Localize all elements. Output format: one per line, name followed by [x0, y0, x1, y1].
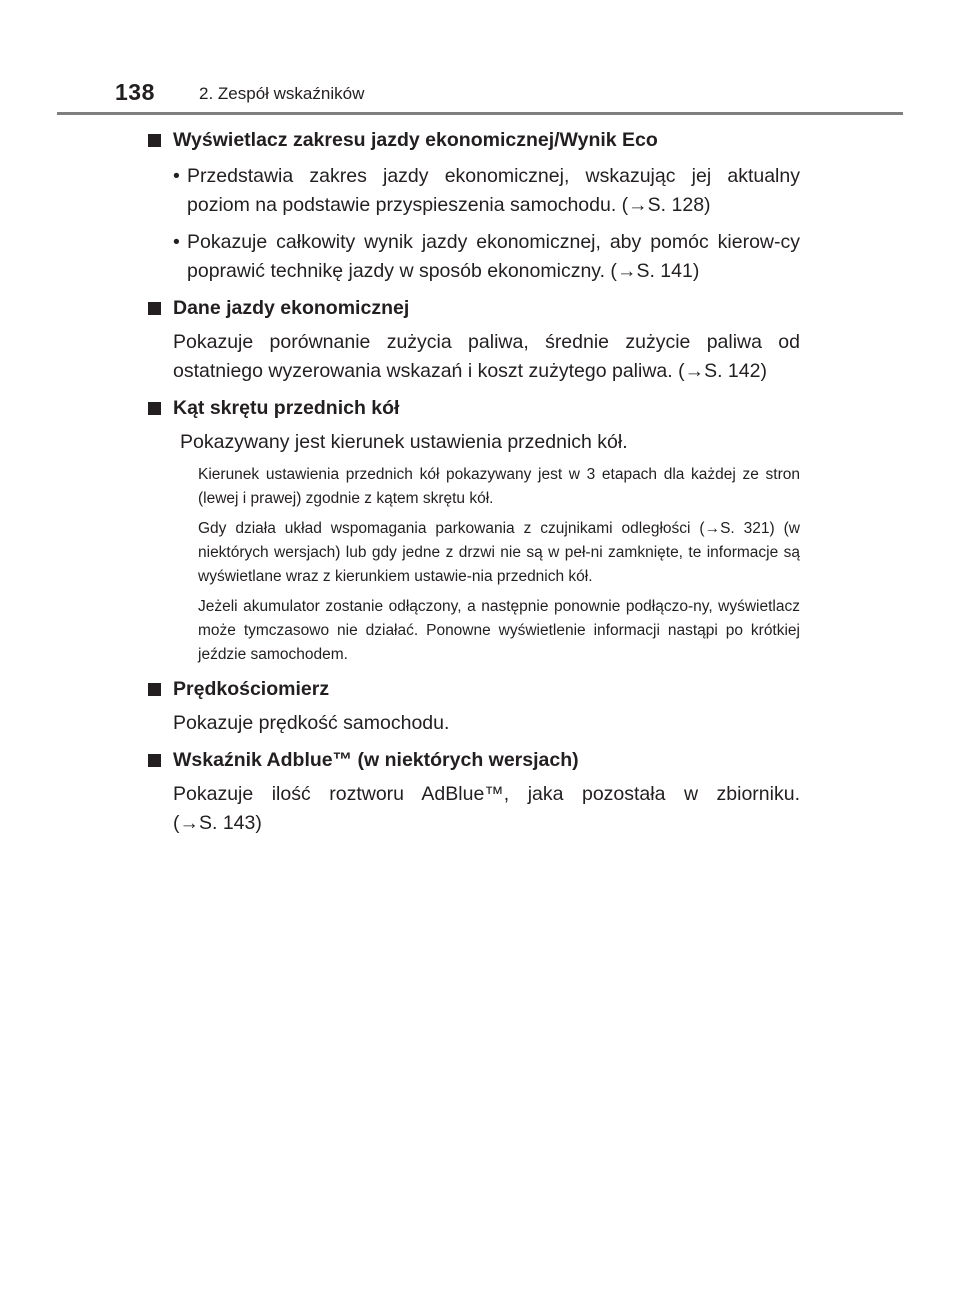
section-heading-speedometer — [148, 675, 800, 703]
note-paragraph: Kierunek ustawienia przednich kół pokazywany jest w 3 etapach dla każdej ze stron (lewej i prawej) zgodnie z kątem skrętu kół. — [198, 466, 800, 507]
arrow-icon: → — [684, 360, 705, 382]
square-bullet-icon — [148, 402, 161, 415]
bullet-item — [148, 162, 800, 220]
page-number: 138 — [115, 79, 155, 105]
note-paragraph — [148, 517, 800, 589]
page-reference-link[interactable]: S. 143) — [199, 812, 262, 834]
note-text: Gdy działa układ wspomagania parkowania z czujnikami odległości ( — [198, 520, 705, 537]
bullet-text: Pokazuje całkowity wynik jazdy ekonomicznej, aby pomóc kierow-cy poprawić technikę jazdy w sposób ekonomiczny. ( — [187, 231, 800, 282]
section-heading-adblue — [148, 746, 800, 774]
paragraph-text: Pokazuje porównanie zużycia paliwa, średnie zużycie paliwa od ostatniego wyzerowania wskazań i koszt zużytego paliwa. ( — [173, 331, 800, 382]
header-divider — [57, 112, 903, 115]
body-paragraph: Pokazuje prędkość samochodu. — [173, 712, 450, 734]
bullet-text: Przedstawia zakres jazdy ekonomicznej, wskazując jej aktualny poziom na podstawie przyspieszenia samochodu. ( — [187, 165, 800, 216]
section-heading-eco-data — [148, 294, 800, 322]
heading-text: Dane jazdy ekonomicznej — [173, 297, 410, 319]
page-header — [0, 0, 960, 116]
bullet-item — [148, 228, 800, 286]
note-paragraph: Jeżeli akumulator zostanie odłączony, a następnie ponownie podłączo-ny, wyświetlacz może tymczasowo nie działać. Ponowne wyświetlenie informacji nastąpi po krótkiej jeździe samochodem. — [198, 598, 800, 663]
square-bullet-icon — [148, 302, 161, 315]
page-reference-link[interactable]: S. 141) — [636, 260, 700, 282]
square-bullet-icon — [148, 683, 161, 696]
page-content — [148, 126, 800, 838]
heading-text: Kąt skrętu przednich kół — [173, 397, 400, 419]
square-bullet-icon — [148, 134, 161, 147]
note-text-reference: S. 321) (w niektórych wersjach) lub gdy jedne z drzwi nie są w peł-ni zamknięte, te informacje są wyświetlane wraz z kierunkiem ustawie-nia przednich kół. — [198, 520, 800, 585]
body-paragraph — [148, 328, 800, 386]
paragraph-text: Pokazuje ilość roztworu AdBlue™, jaka pozostała w zbiorniku. ( — [173, 783, 800, 834]
body-paragraph — [148, 780, 800, 838]
bullet-dot-icon: • — [173, 165, 180, 187]
section-heading-steering-angle — [148, 394, 800, 422]
heading-text: Prędkościomierz — [173, 678, 330, 700]
arrow-icon: → — [704, 520, 721, 537]
arrow-icon: → — [179, 812, 199, 834]
body-paragraph: Pokazywany jest kierunek ustawienia przednich kół. — [180, 431, 628, 453]
heading-text: Wyświetlacz zakresu jazdy ekonomicznej/Wynik Eco — [173, 129, 658, 151]
section-heading-eco-zone — [148, 126, 800, 154]
square-bullet-icon — [148, 754, 161, 767]
bullet-dot-icon: • — [173, 231, 180, 253]
page-reference-link[interactable]: S. 128) — [647, 194, 711, 216]
arrow-icon: → — [616, 260, 637, 282]
chapter-title: 2. Zespół wskaźników — [199, 84, 365, 103]
page-reference-link[interactable]: S. 142) — [704, 360, 767, 382]
heading-text: Wskaźnik Adblue™ (w niektórych wersjach) — [173, 749, 579, 771]
arrow-icon: → — [628, 194, 648, 216]
